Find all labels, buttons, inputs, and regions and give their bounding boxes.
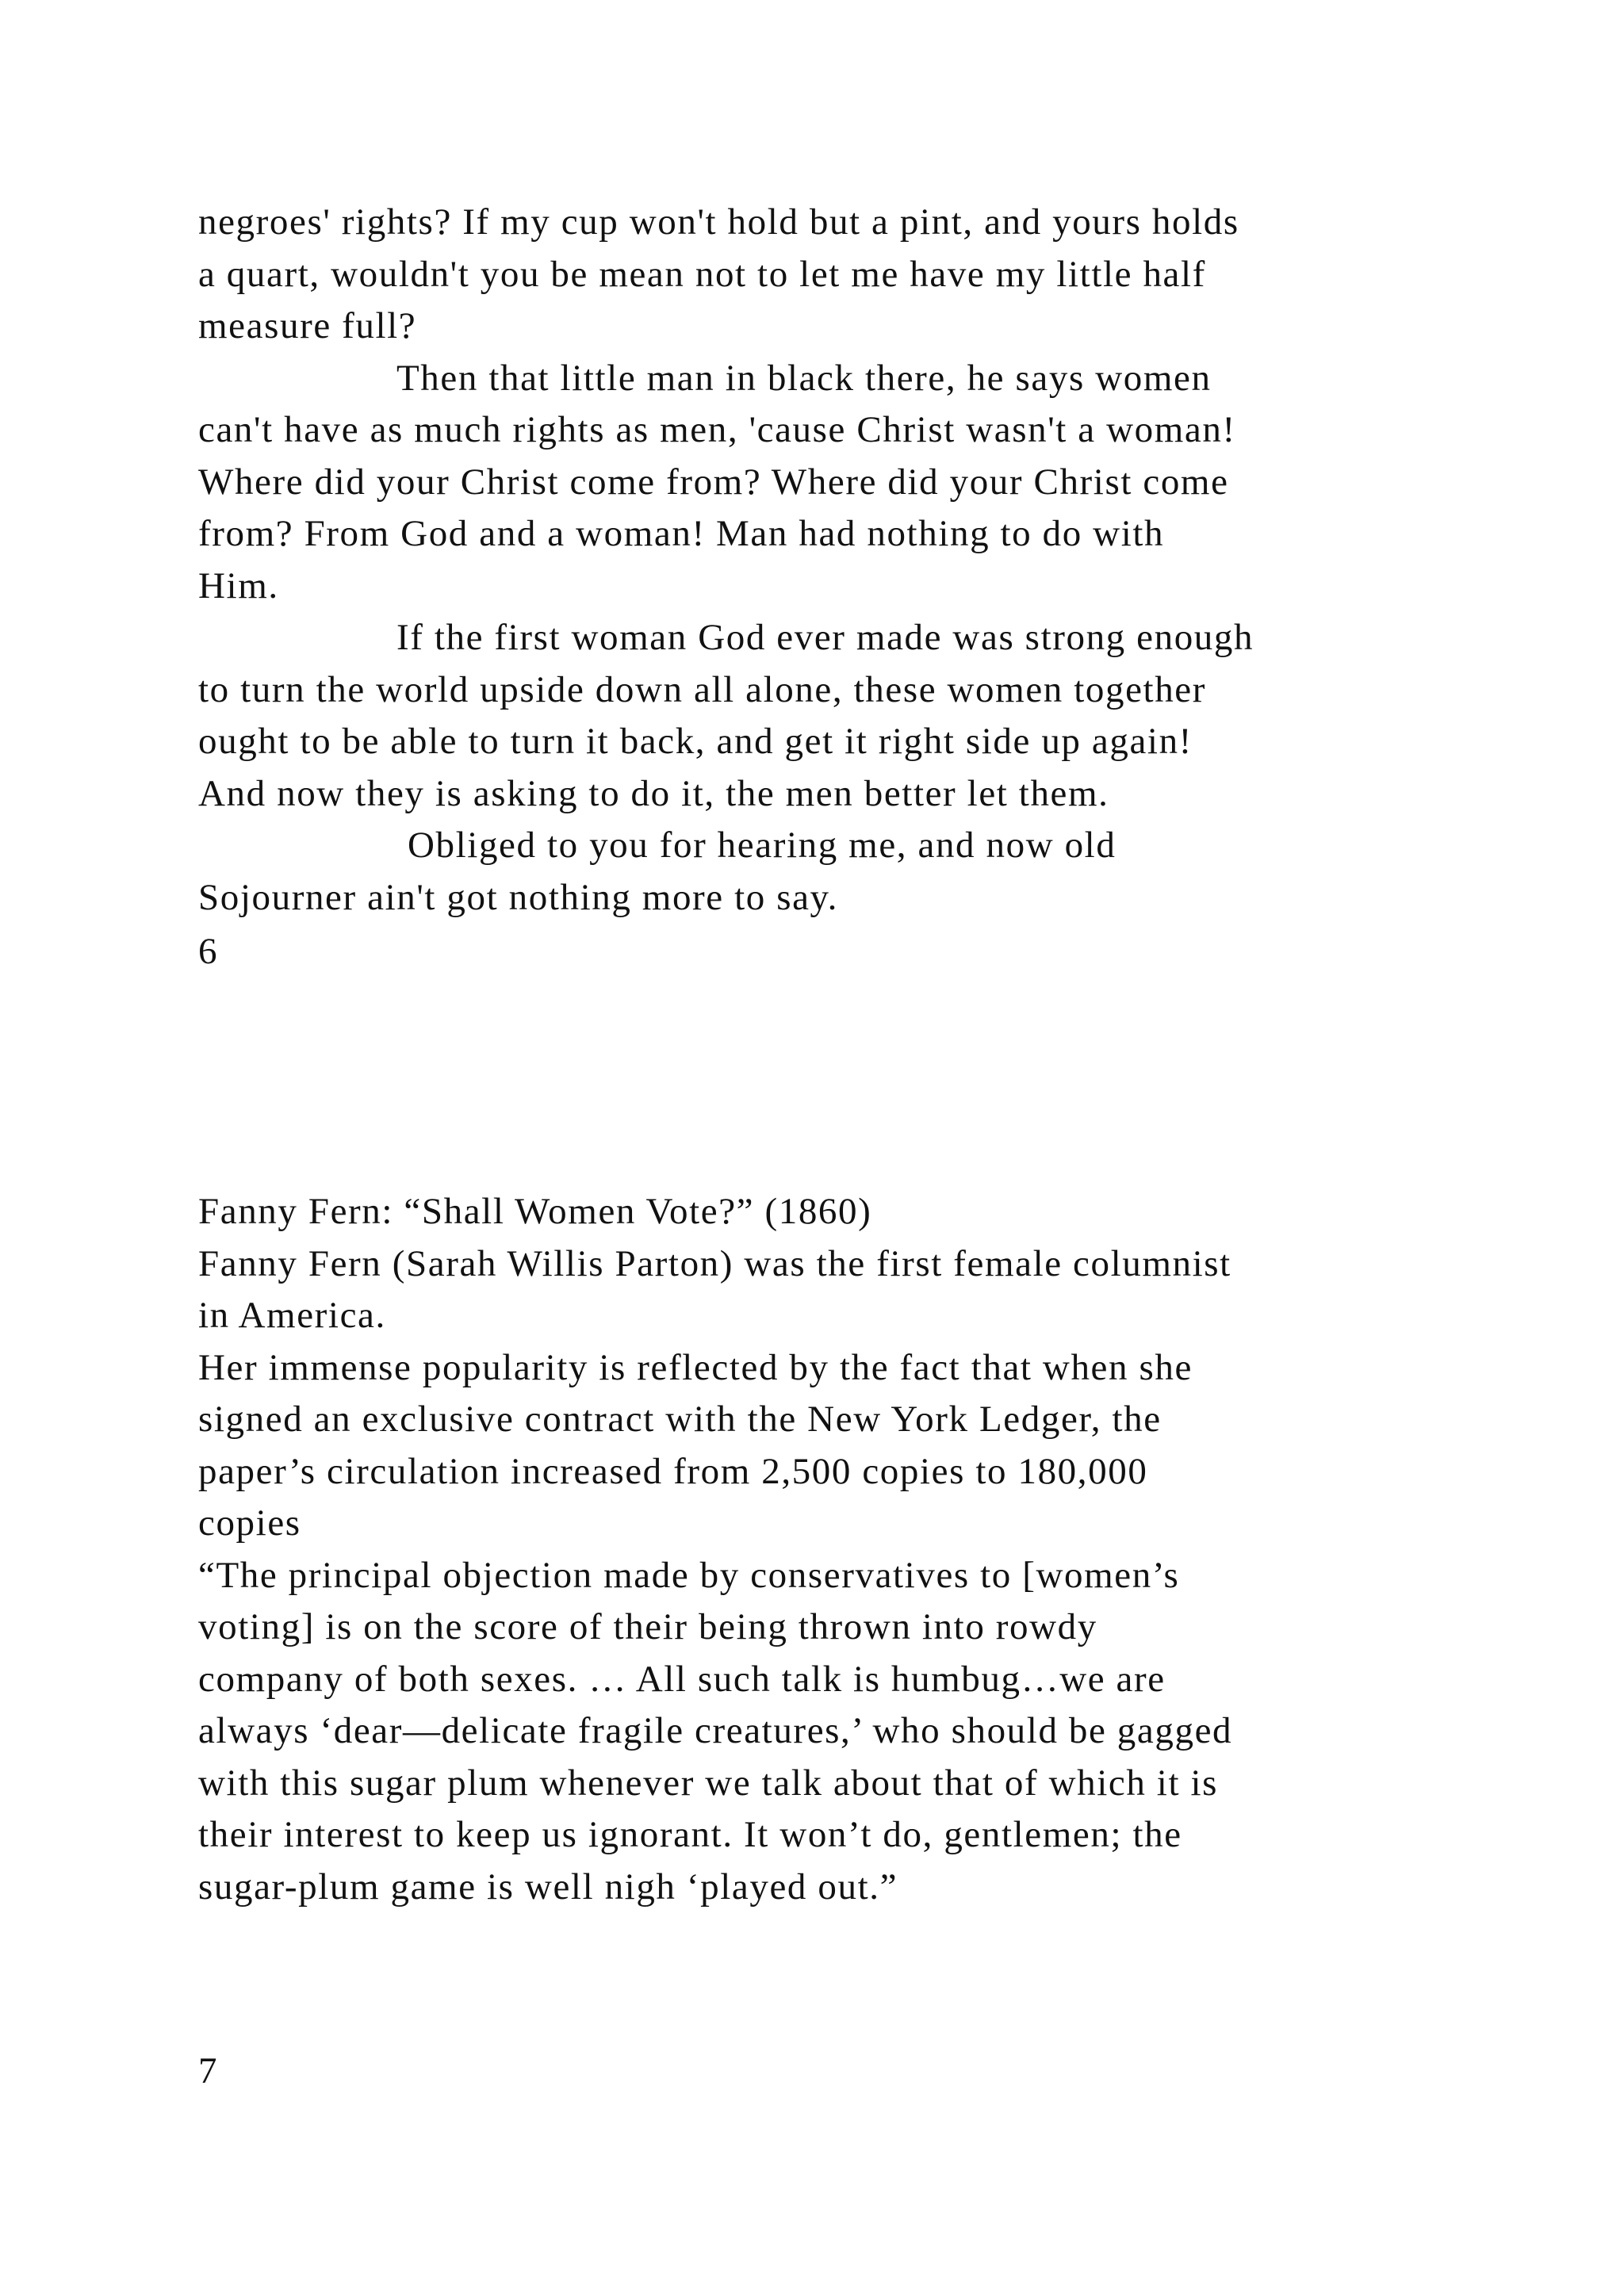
text-line: Her immense popularity is reflected by the fact that when she bbox=[198, 1346, 1193, 1388]
text-line: Fanny Fern (Sarah Willis Parton) was the first female columnist bbox=[198, 1242, 1231, 1284]
text-line: from? From God and a woman! Man had nothing to do with bbox=[198, 513, 1165, 554]
text-line: And now they is asking to do it, the men better let them. bbox=[198, 772, 1109, 814]
paragraph-start-line: If the first woman God ever made was strong enough bbox=[396, 617, 1254, 658]
quote-line: “The principal objection made by conservatives to [women’s bbox=[198, 1554, 1180, 1596]
text-line: Him. bbox=[198, 564, 279, 607]
quote-line: with this sugar plum whenever we talk about that of which it is bbox=[198, 1762, 1219, 1804]
text-line: a quart, wouldn't you be mean not to let me have my little half bbox=[198, 253, 1206, 295]
text-line: copies bbox=[198, 1502, 301, 1544]
section-heading: Fanny Fern: “Shall Women Vote?” (1860) bbox=[198, 1191, 872, 1232]
quote-line: their interest to keep us ignorant. It won’t do, gentlemen; the bbox=[198, 1814, 1182, 1855]
fanny-fern-section bbox=[198, 1186, 1507, 1913]
text-line: ought to be able to turn it back, and get it right side up again! bbox=[198, 721, 1193, 762]
text-line: in America. bbox=[198, 1295, 386, 1336]
page-number: 6 bbox=[198, 931, 219, 972]
paragraph-start-line: Obliged to you for hearing me, and now old bbox=[408, 825, 1116, 866]
sojourner-truth-speech-excerpt bbox=[198, 197, 1507, 924]
text-line: measure full? bbox=[198, 305, 417, 346]
text-line: to turn the world upside down all alone, these women together bbox=[198, 668, 1207, 710]
paragraph-start-line: Then that little man in black there, he says women bbox=[396, 357, 1212, 399]
quote-line: company of both sexes. … All such talk is humbug…we are bbox=[198, 1658, 1166, 1700]
quote-line: always ‘dear—delicate fragile creatures,’ who should be gagged bbox=[198, 1710, 1233, 1751]
text-line: Where did your Christ come from? Where did your Christ come bbox=[198, 461, 1229, 503]
text-line: negroes' rights? If my cup won't hold but a pint, and yours holds bbox=[198, 201, 1239, 243]
quote-line: sugar-plum game is well nigh ‘played out.” bbox=[198, 1866, 898, 1908]
page-number: 7 bbox=[198, 2050, 219, 2091]
quote-line: voting] is on the score of their being thrown into rowdy bbox=[198, 1606, 1097, 1647]
text-line: signed an exclusive contract with the New York Ledger, the bbox=[198, 1399, 1162, 1440]
text-line: Sojourner ain't got nothing more to say. bbox=[198, 876, 838, 918]
text-line: can't have as much rights as men, 'cause Christ wasn't a woman! bbox=[198, 409, 1236, 450]
text-line: paper’s circulation increased from 2,500 copies to 180,000 bbox=[198, 1450, 1148, 1492]
